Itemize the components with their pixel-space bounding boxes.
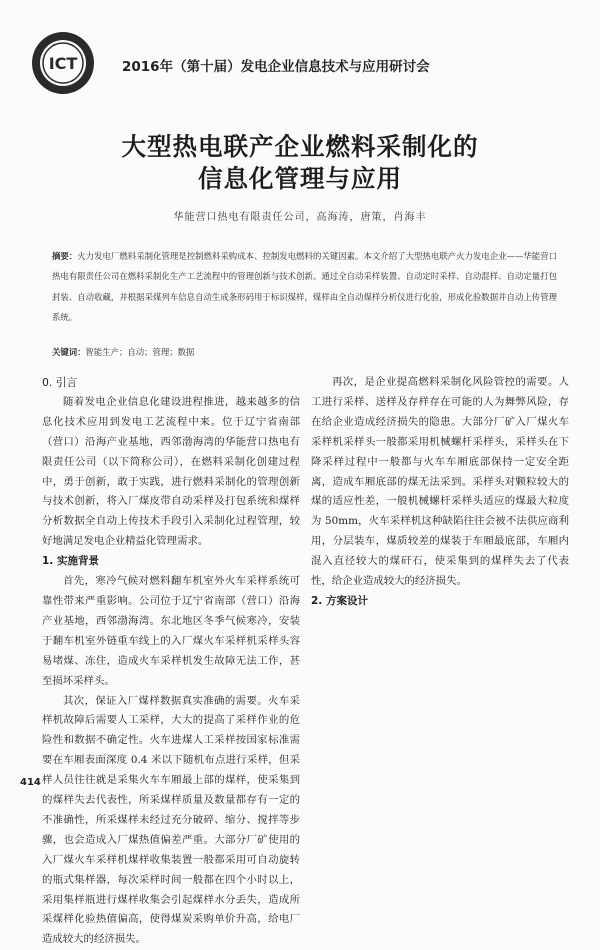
- section-heading-design: 2. 方案设计: [311, 592, 569, 612]
- svg-text:ICT: ICT: [49, 54, 78, 73]
- paper-title-line1: 大型热电联产企业燃料采制化的: [0, 128, 600, 163]
- intro-paragraph: 随着发电企业信息化建设进程推进，越来越多的信息化技术应用到发电工艺流程中来。位于辽宁省南部（营口）沿海产业基地，西邻渤海湾的华能营口热电有限责任公司（以下简称公司），在燃料采制化创建过程中，勇于创新，敢于实践，进行燃料采制化的管理创新与技术创新，将入厂煤皮带自动采样及打包系统和煤样分析数据全自动上传技术手段引入采制化过程管理，较好地满足发电企业精益化管理需求。: [42, 393, 300, 552]
- background-paragraph-1: 首先，寒冷气候对燃料翻车机室外火车采样系统可靠性带来严重影响。公司位于辽宁省南部（营口）沿海产业基地，西邻渤海湾。东北地区冬季气候寒冷，安装于翻车机室外链重车线上的入厂煤火车采样机采样头容易堵煤、冻住，造成火车采样机发生故障无法工作，甚至损坏采样头。: [42, 572, 300, 691]
- background-paragraph-3: 再次，是企业提高燃料采制化风险管控的需要。人工进行采样、送样及存样存在可能的人为舞弊风险，存在给企业造成经济损失的隐患。大部分厂矿入厂煤火车采样机采样头一般都采用机械螺杆采样头，采样头在下降采样过程中一般都与火车车厢底部保持一定安全距离，造成车厢底部的煤无法采到。采样头对颗粒较大的煤的适应性差，一般机械螺杆采样头适应的煤最大粒度为 50mm，火车采样机这种缺陷往往会被不法供应商利用，分层装车，煤质较差的煤装于车厢最底部，车厢内混入直径较大的煤矸石，使采集到的煤样失去了代表性，给企业造成较大的经济损失。: [311, 373, 569, 592]
- ictc-logo: [30, 30, 96, 96]
- section-heading-intro: 0. 引言: [42, 373, 300, 393]
- keywords: [52, 346, 194, 358]
- conference-header: [30, 30, 580, 96]
- conference-title: 2016年（第十届）发电企业信息技术与应用研讨会: [122, 55, 430, 75]
- section-heading-background: 1. 实施背景: [42, 552, 300, 572]
- page-number: 414: [20, 777, 41, 788]
- abstract-text: 火力发电厂燃料采制化管理是控制燃料采购成本、控制发电燃料的关键因素。本文介绍了大型热电联产火力发电企业——华能营口热电有限责任公司在燃料采制化生产工艺流程中的管理创新与技术创新。通过全自动采样装置、自动定时采样、自动混样、自动定量打包封装、自动收藏，并根据采煤列车信息自动生成条形码用于标识煤样，煤样由全自动煤样分析仪进行化验，形成化验数据并自动上传管理系统。: [52, 251, 557, 322]
- authors: 华能营口热电有限责任公司，高海涛，唐策，肖海丰: [0, 208, 600, 223]
- abstract-label: 摘要：: [52, 251, 77, 261]
- keywords-text: 智能生产；自动；管理；数据: [86, 347, 195, 357]
- paper-title-line2: 信息化管理与应用: [0, 160, 600, 195]
- background-paragraph-2: 其次，保证入厂煤样数据真实准确的需要。火车采样机故障后需要人工采样，大大的提高了采样作业的危险性和数据不确定性。火车进煤人工采样按国家标准需要在车厢表面深度 0.4 米以下随机布点进行采样，但采样人员往往就是采集火车车厢最上部的煤样，使采集到的煤样失去代表性，所采煤样质量及数量都存有一定的不准确性，所采煤样未经过充分破碎、缩分、搅拌等步骤，也会造成入厂煤热值偏差严重。大部分厂矿使用的入厂煤火车采样机煤样收集装置一般都采用可自动旋转的瓶式集样器，每次采样时间一般都在四个小时以上，采用集样瓶进行煤样收集会引起煤样水分丢失，造成所采煤样化验热值偏高，使得煤炭采购单价升高，给电厂造成较大的经济损失。: [42, 692, 300, 950]
- keywords-label: 关键词：: [52, 347, 86, 357]
- body-column-right: [311, 373, 569, 771]
- body-column-left: [42, 373, 300, 771]
- abstract: [52, 246, 557, 327]
